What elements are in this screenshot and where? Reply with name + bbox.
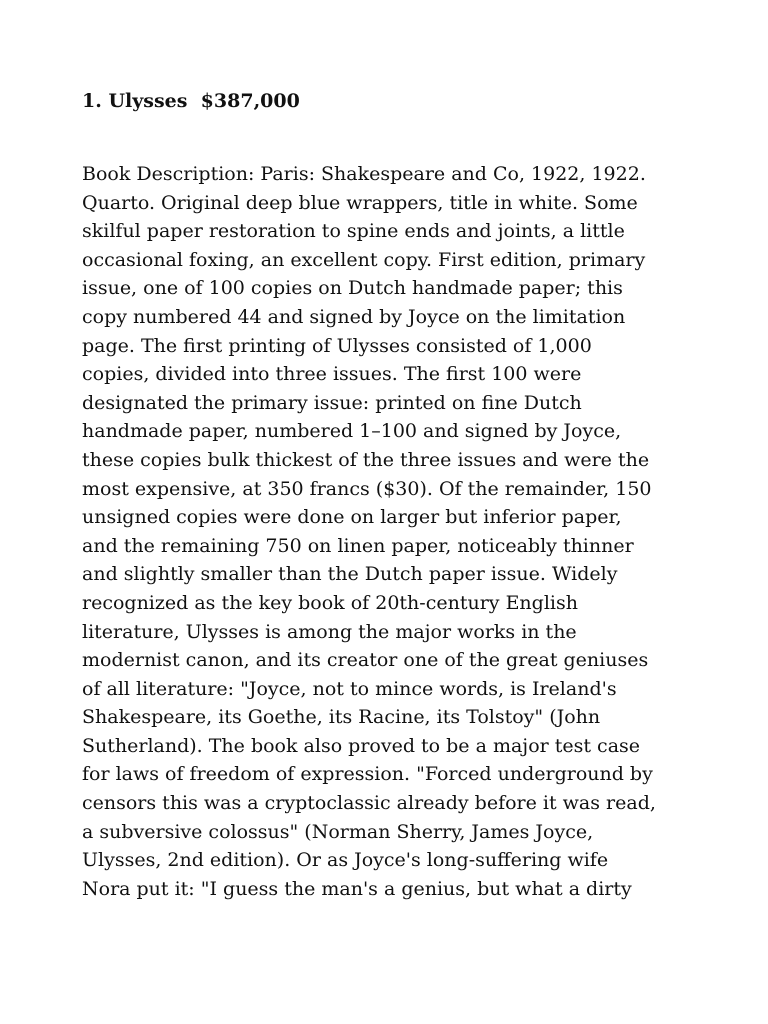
description-line: page. The first printing of Ulysses consisted of 1,000 [82,334,592,357]
description-line: modernist canon, and its creator one of the great geniuses [82,649,649,672]
description-line: Nora put it: "I guess the man's a genius, but what a dirty [82,877,632,900]
book-description [82,160,742,903]
description-line: of all literature: "Joyce, not to mince words, is Ireland's [82,677,617,700]
description-line: Quarto. Original deep blue wrappers, title in white. Some [82,191,638,214]
description-line: for laws of freedom of expression. "Forced underground by [82,763,653,786]
description-line: Sutherland). The book also proved to be a major test case [82,734,641,757]
description-line: literature, Ulysses is among the major works in the [82,620,577,643]
description-line: issue, one of 100 copies on Dutch handmade paper; this [82,277,623,300]
listing-heading: 1. Ulysses $387,000 [82,90,300,112]
description-line: and the remaining 750 on linen paper, noticeably thinner [82,534,634,557]
description-line: recognized as the key book of 20th-century English [82,591,578,614]
description-line: a subversive colossus" (Norman Sherry, James Joyce, [82,820,594,843]
description-line: and slightly smaller than the Dutch paper issue. Widely [82,563,618,586]
description-line: designated the primary issue: printed on fine Dutch [82,391,582,414]
description-line: unsigned copies were done on larger but inferior paper, [82,506,622,529]
description-line: censors this was a cryptoclassic already before it was read, [82,792,656,815]
document-page [82,86,742,903]
description-line: Book Description: Paris: Shakespeare and Co, 1922, 1922. [82,163,646,185]
description-line: most expensive, at 350 francs ($30). Of the remainder, 150 [82,477,652,500]
description-line: copies, divided into three issues. The first 100 were [82,363,582,386]
description-line: skilful paper restoration to spine ends and joints, a little [82,220,625,243]
description-line: Shakespeare, its Goethe, its Racine, its Tolstoy" (John [82,706,601,729]
description-line: copy numbered 44 and signed by Joyce on the limitation [82,305,626,328]
description-line: handmade paper, numbered 1–100 and signed by Joyce, [82,420,622,443]
description-line: these copies bulk thickest of the three issues and were the [82,448,650,471]
description-line: occasional foxing, an excellent copy. First edition, primary [82,248,646,271]
description-line: Ulysses, 2nd edition). Or as Joyce's long-suffering wife [82,849,609,872]
